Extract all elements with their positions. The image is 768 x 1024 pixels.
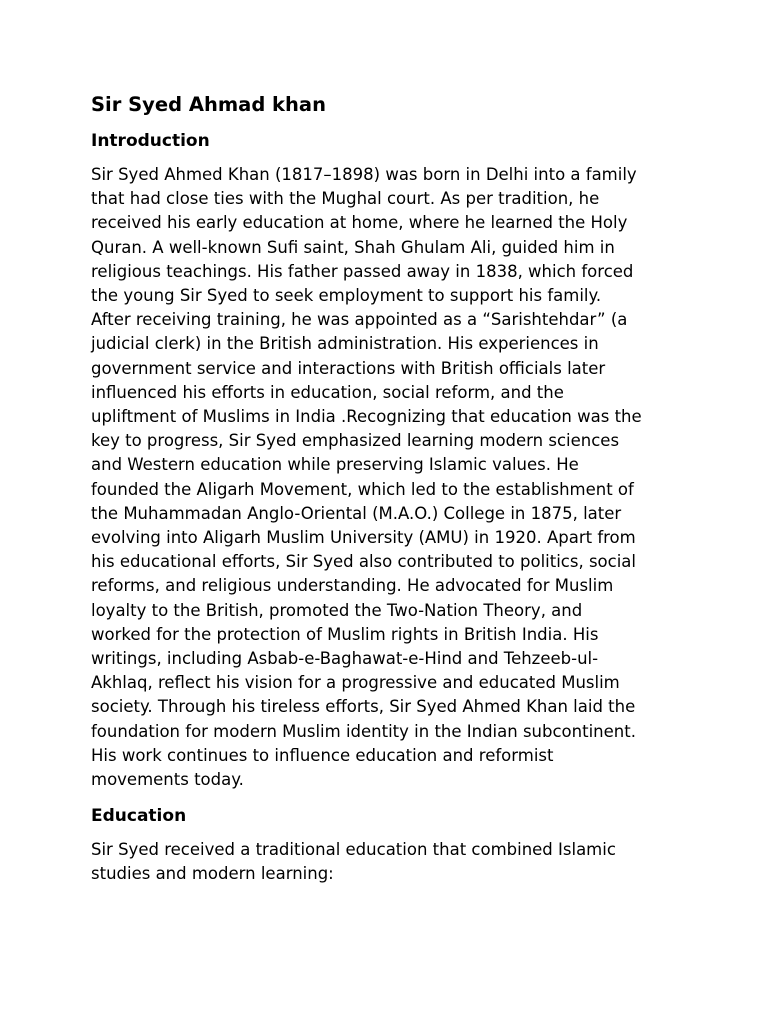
paragraph-line: reforms, and religious understanding. He advocated for Muslim: [91, 576, 614, 596]
section-heading-education: Education: [91, 806, 187, 827]
paragraph-line: founded the Aligarh Movement, which led to the establishment of: [91, 479, 634, 499]
paragraph-line: key to progress, Sir Syed emphasized learning modern sciences: [91, 431, 620, 451]
paragraph-line: worked for the protection of Muslim rights in British India. His: [91, 624, 599, 644]
paragraph-line: His work continues to influence education and reformist: [91, 745, 554, 765]
paragraph-line: Quran. A well-known Sufi saint, Shah Ghulam Ali, guided him in: [91, 237, 615, 257]
section-heading-introduction: Introduction: [91, 131, 210, 151]
paragraph-line: government service and interactions with British officials later: [91, 358, 606, 378]
paragraph-line: society. Through his tireless efforts, Sir Syed Ahmed Khan laid the: [91, 697, 636, 717]
paragraph-line: judicial clerk) in the British administration. His experiences in: [91, 334, 599, 354]
paragraph-line: After receiving training, he was appointed as a “Sarishtehdar” (a: [91, 310, 628, 330]
paragraph-line: and Western education while preserving Islamic values. He: [91, 455, 579, 475]
paragraph-line: influenced his efforts in education, social reform, and the: [91, 382, 564, 402]
paragraph-line: studies and modern learning:: [91, 864, 334, 884]
paragraph-line: movements today.: [91, 770, 244, 790]
paragraph-line: evolving into Aligarh Muslim University (AMU) in 1920. Apart from: [91, 528, 636, 548]
paragraph-line: religious teachings. His father passed away in 1838, which forced: [91, 261, 634, 281]
education-paragraph: [91, 838, 691, 886]
paragraph-line: upliftment of Muslims in India .Recognizing that education was the: [91, 407, 642, 427]
introduction-paragraph: [91, 163, 691, 792]
document-title: Sir Syed Ahmad khan: [91, 93, 326, 116]
paragraph-line: the young Sir Syed to seek employment to support his family.: [91, 286, 602, 306]
paragraph-line: his educational efforts, Sir Syed also contributed to politics, social: [91, 552, 637, 572]
paragraph-line: the Muhammadan Anglo-Oriental (M.A.O.) College in 1875, later: [91, 503, 622, 523]
paragraph-line: received his early education at home, where he learned the Holy: [91, 213, 628, 233]
paragraph-line: loyalty to the British, promoted the Two-Nation Theory, and: [91, 600, 583, 620]
paragraph-line: writings, including Asbab-e-Baghawat-e-Hind and Tehzeeb-ul-: [91, 649, 599, 669]
paragraph-line: Sir Syed Ahmed Khan (1817–1898) was born in Delhi into a family: [91, 165, 637, 184]
document-page: [91, 91, 691, 887]
paragraph-line: that had close ties with the Mughal court. As per tradition, he: [91, 189, 600, 209]
paragraph-line: foundation for modern Muslim identity in the Indian subcontinent.: [91, 721, 636, 741]
paragraph-line: Sir Syed received a traditional education that combined Islamic: [91, 840, 616, 860]
paragraph-line: Akhlaq, reflect his vision for a progressive and educated Muslim: [91, 673, 620, 693]
